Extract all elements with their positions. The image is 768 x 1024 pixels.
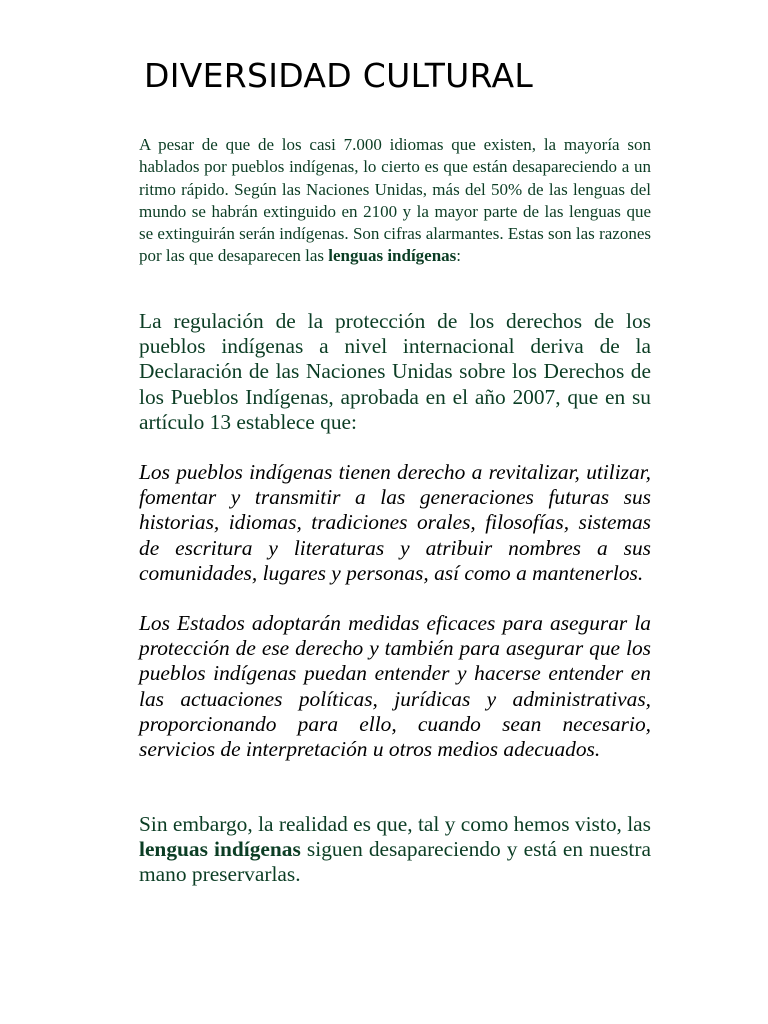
intro-text: A pesar de que de los casi 7.000 idiomas que existen, la mayoría son hablados por pueblos indígenas, lo cierto es que están desapareciendo a un ritmo rápido. Según las Naciones Unidas, más del 50% de las lenguas del mundo se habrán extinguido en 2100 y la mayor parte de las lenguas que se extinguirán serán indígenas. Son cifras alarmantes. Estas son las razones por las que desaparecen las — [139, 135, 651, 266]
intro-bold-term: lenguas indígenas — [328, 246, 457, 266]
regulation-paragraph: La regulación de la protección de los derechos de los pueblos indígenas a nivel internacional deriva de la Declaración de las Naciones Unidas sobre los Derechos de los Pueblos Indígenas, aprobada en el año 2007, que en su artículo 13 establece que: — [139, 309, 651, 434]
intro-text-end: : — [456, 246, 462, 266]
conclusion-text: Sin embargo, la realidad es que, tal y como hemos visto, las — [139, 812, 651, 836]
article-quote-1: Los pueblos indígenas tienen derecho a revitalizar, utilizar, fomentar y transmitir a las generaciones futuras sus historias, idiomas, tradiciones orales, filosofías, sistemas de escritura y literaturas y atribuir nombres a sus comunidades, lugares y personas, así como a mantenerlos. — [139, 460, 651, 585]
conclusion-text-end: siguen desapareciendo y está en nuestra mano preservarlas. — [139, 837, 651, 887]
conclusion-bold-term: lenguas indígenas — [139, 837, 301, 862]
page-title: DIVERSIDAD CULTURAL — [144, 56, 534, 95]
intro-paragraph — [139, 134, 651, 268]
article-quote-2: Los Estados adoptarán medidas eficaces para asegurar la protección de ese derecho y también para asegurar que los pueblos indígenas puedan entender y hacerse entender en las actuaciones políticas, jurídicas y administrativas, proporcionando para ello, cuando sean necesario, servicios de interpretación u otros medios adecuados. — [139, 611, 651, 762]
conclusion-paragraph — [139, 812, 651, 888]
